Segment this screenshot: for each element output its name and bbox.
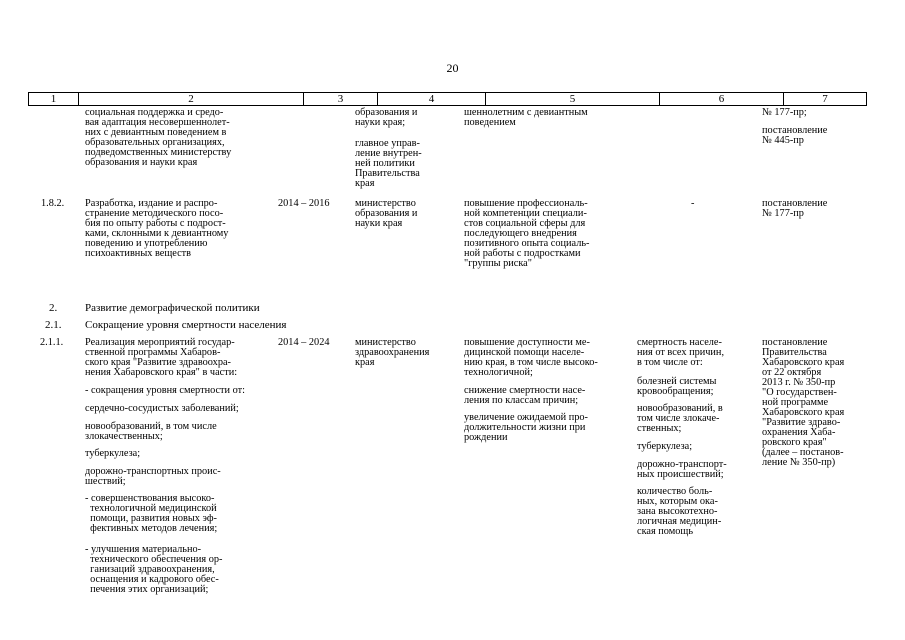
row-211-period: 2014 – 2024 [278, 337, 330, 348]
row-211-act: постановление Правительства Хабаровского края от 22 октября 2013 г. № 350-пр "О государствен- ной программе Хабаровского края "Развитие здраво- охранения Хаба- ровского края" (далее – постанов- ление № 350-пр) [762, 337, 845, 468]
row-211-desc-item: туберкулеза; [85, 448, 141, 459]
cont-description: социальная поддержка и средо- вая адаптация несовершеннолет- них с девиантным поведением в образовательных организациях, подведомственных министерству образования и науки края [85, 107, 232, 168]
section-21-title: Сокращение уровня смертности населения [85, 319, 287, 331]
row-211-result-item: повышение доступности ме- дицинской помощи населе- нию края, в том числе высоко- технологичной; [464, 337, 598, 378]
row-182-result: повышение профессиональ- ной компетенции специали- стов социальной сферы для последующего внедрения позитивного опыта социаль- ной работы с подростками "группы риска" [464, 198, 590, 269]
header-col-3: 3 [304, 93, 378, 105]
row-211-executor: министерство здравоохранения края [355, 337, 430, 368]
row-211-indicator-item: смертность населе- ния от всех причин, в том числе от: [637, 337, 725, 368]
cont-act-b: постановление № 445-пр [762, 125, 828, 146]
row-211-desc-item: - совершенствования высоко- технологичной медицинской помощи, развития новых эф- фективных методов лечения; [85, 493, 218, 534]
row-211-indicator-item: дорожно-транспорт- ных происшествий; [637, 459, 727, 480]
row-211-number: 2.1.1. [40, 337, 64, 348]
row-182-act: постановление № 177-пр [762, 198, 828, 219]
header-col-5: 5 [486, 93, 660, 105]
row-182-indicator: - [691, 198, 695, 209]
row-182-description: Разработка, издание и распро- странение методического посо- бия по опыту работы с подрост- ками, склонными к девиантному поведению и употреблению психоактивных веществ [85, 198, 229, 259]
row-211-result-item: снижение смертности насе- ления по классам причин; [464, 385, 586, 406]
section-21-number: 2.1. [45, 319, 62, 331]
section-2-title: Развитие демографической политики [85, 302, 260, 314]
cont-result: шеннолетним с девиантным поведением [464, 107, 588, 128]
header-col-6: 6 [660, 93, 784, 105]
row-182-period: 2014 – 2016 [278, 198, 330, 209]
row-211-desc-item: новообразований, в том числе злокачественных; [85, 421, 217, 442]
row-211-indicator-item: болезней системы кровообращения; [637, 376, 717, 397]
row-211-indicator-item: туберкулеза; [637, 441, 693, 452]
row-182-executor: министерство образования и науки края [355, 198, 418, 229]
cont-executor-a: образования и науки края; [355, 107, 418, 128]
row-211-desc-item: дорожно-транспортных проис- шествий; [85, 466, 221, 487]
row-211-desc-item: сердечно-сосудистых заболеваний; [85, 403, 239, 414]
section-2-number: 2. [49, 302, 58, 314]
header-col-1: 1 [29, 93, 79, 105]
header-col-7: 7 [822, 93, 828, 105]
cont-act-a: № 177-пр; [762, 107, 807, 118]
row-211-indicator-item: количество боль- ных, которым ока- зана высокотехно- логичная медицин- ская помощь [637, 486, 722, 537]
row-211-desc-item: - сокращения уровня смертности от: [85, 385, 246, 396]
header-col-4: 4 [378, 93, 486, 105]
cont-executor-b: главное управ- ление внутрен- ней политики Правительства края [355, 138, 422, 189]
table-header-row [28, 92, 867, 106]
row-182-number: 1.8.2. [41, 198, 65, 209]
page-number: 20 [446, 61, 459, 75]
header-col-2: 2 [79, 93, 304, 105]
row-211-indicator-item: новообразований, в том числе злокаче- ственных; [637, 403, 723, 434]
row-211-result-item: увеличение ожидаемой про- должительности жизни при рождении [464, 412, 588, 443]
row-211-desc-item: - улучшения материально- технического обеспечения ор- ганизаций здравоохранения, оснащения и кадрового обес- печения этих организаций; [85, 544, 223, 595]
row-211-desc-intro: Реализация мероприятий государ- ственной программы Хабаров- ского края "Развитие здравоохра- нения Хабаровского края" в части: [85, 337, 238, 378]
